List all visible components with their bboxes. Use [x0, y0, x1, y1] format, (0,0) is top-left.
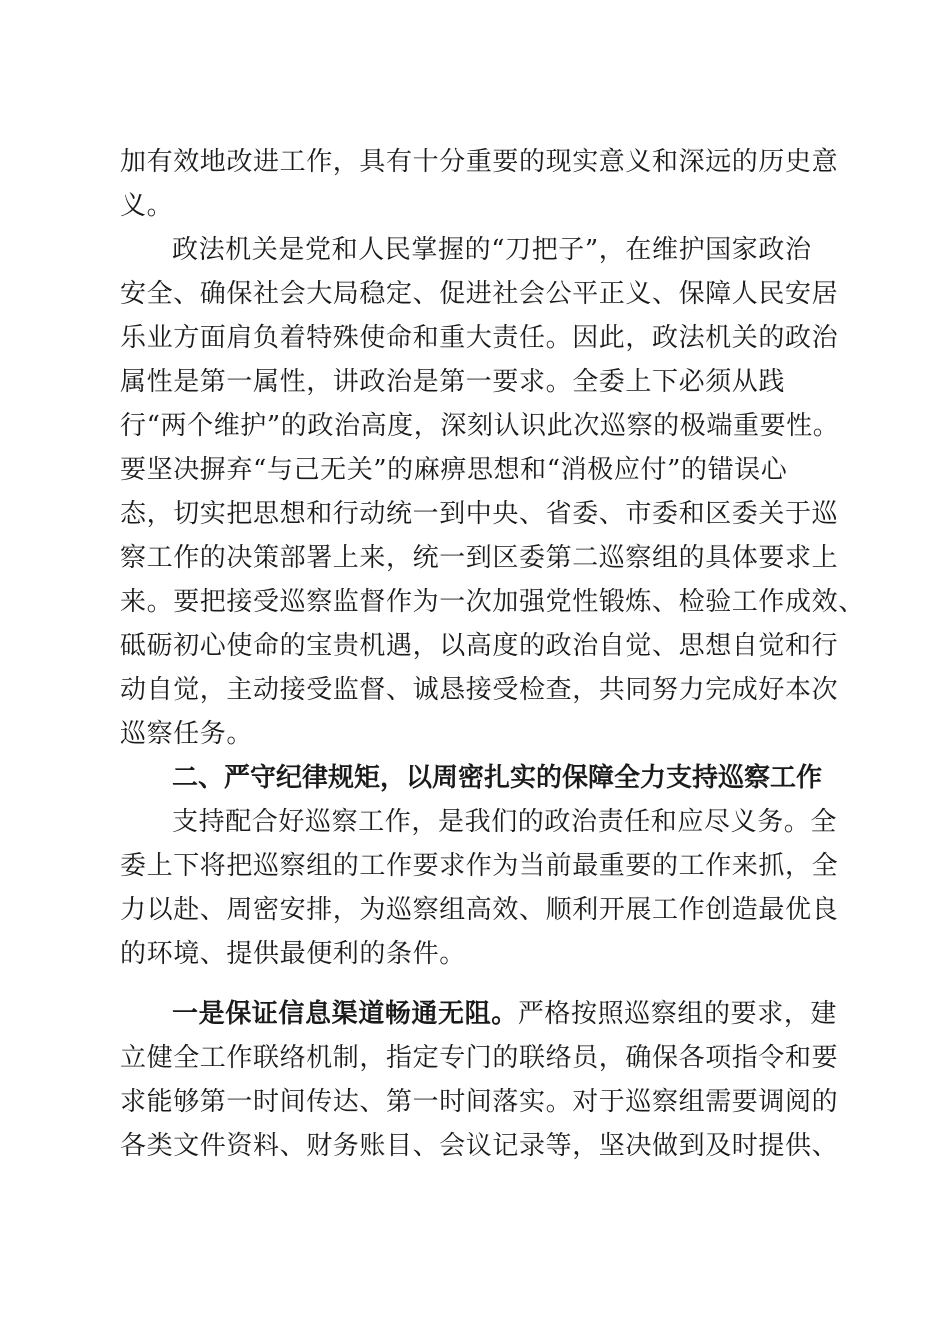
paragraph-line: 政法机关是党和人民掌握的“刀把子”，在维护国家政治	[172, 235, 812, 265]
paragraph-lead: 一是保证信息渠道畅通无阻。	[172, 999, 518, 1029]
paragraph-line: 态，切实把思想和行动统一到中央、省委、市委和区委关于巡	[120, 499, 839, 529]
paragraph-line: 各类文件资料、财务账目、会议记录等，坚决做到及时提供、	[120, 1131, 839, 1161]
paragraph-line	[172, 998, 837, 1030]
paragraph-line: 行“两个维护”的政治高度，深刻认识此次巡察的极端重要性。	[120, 411, 840, 441]
paragraph-line: 乐业方面肩负着特殊使命和重大责任。因此，政法机关的政治	[120, 323, 839, 353]
paragraph-line: 力以赴、周密安排，为巡察组高效、顺利开展工作创造最优良	[120, 895, 839, 925]
paragraph-line: 要坚决摒弃“与己无关”的麻痹思想和“消极应付”的错误心	[120, 455, 788, 485]
paragraph-line: 动自觉，主动接受监督、诚恳接受检查，共同努力完成好本次	[120, 675, 839, 705]
paragraph-line: 的环境、提供最便利的条件。	[120, 939, 466, 969]
section-heading: 二、严守纪律规矩，以周密扎实的保障全力支持巡察工作	[172, 763, 823, 793]
paragraph-line: 委上下将把巡察组的工作要求作为当前最重要的工作来抓，全	[120, 851, 839, 881]
paragraph-line: 属性是第一属性，讲政治是第一要求。全委上下必须从践	[120, 367, 786, 397]
paragraph-text: 严格按照巡察组的要求，建	[517, 999, 838, 1029]
paragraph-line: 来。要把接受巡察监督作为一次加强党性锻炼、检验工作成效、	[120, 587, 865, 617]
paragraph-line: 砥砺初心使命的宝贵机遇，以高度的政治自觉、思想自觉和行	[120, 631, 839, 661]
paragraph-line: 巡察任务。	[120, 719, 254, 749]
paragraph-line: 支持配合好巡察工作，是我们的政治责任和应尽义务。全	[172, 807, 838, 837]
paragraph-line: 察工作的决策部署上来，统一到区委第二巡察组的具体要求上	[120, 543, 839, 573]
paragraph-line: 求能够第一时间传达、第一时间落实。对于巡察组需要调阅的	[120, 1087, 839, 1117]
paragraph-line: 加有效地改进工作，具有十分重要的现实意义和深远的历史意	[120, 147, 839, 177]
paragraph-line: 立健全工作联络机制，指定专门的联络员，确保各项指令和要	[120, 1043, 839, 1073]
paragraph-line: 义。	[120, 191, 174, 221]
paragraph-line: 安全、确保社会大局稳定、促进社会公平正义、保障人民安居	[120, 279, 839, 309]
